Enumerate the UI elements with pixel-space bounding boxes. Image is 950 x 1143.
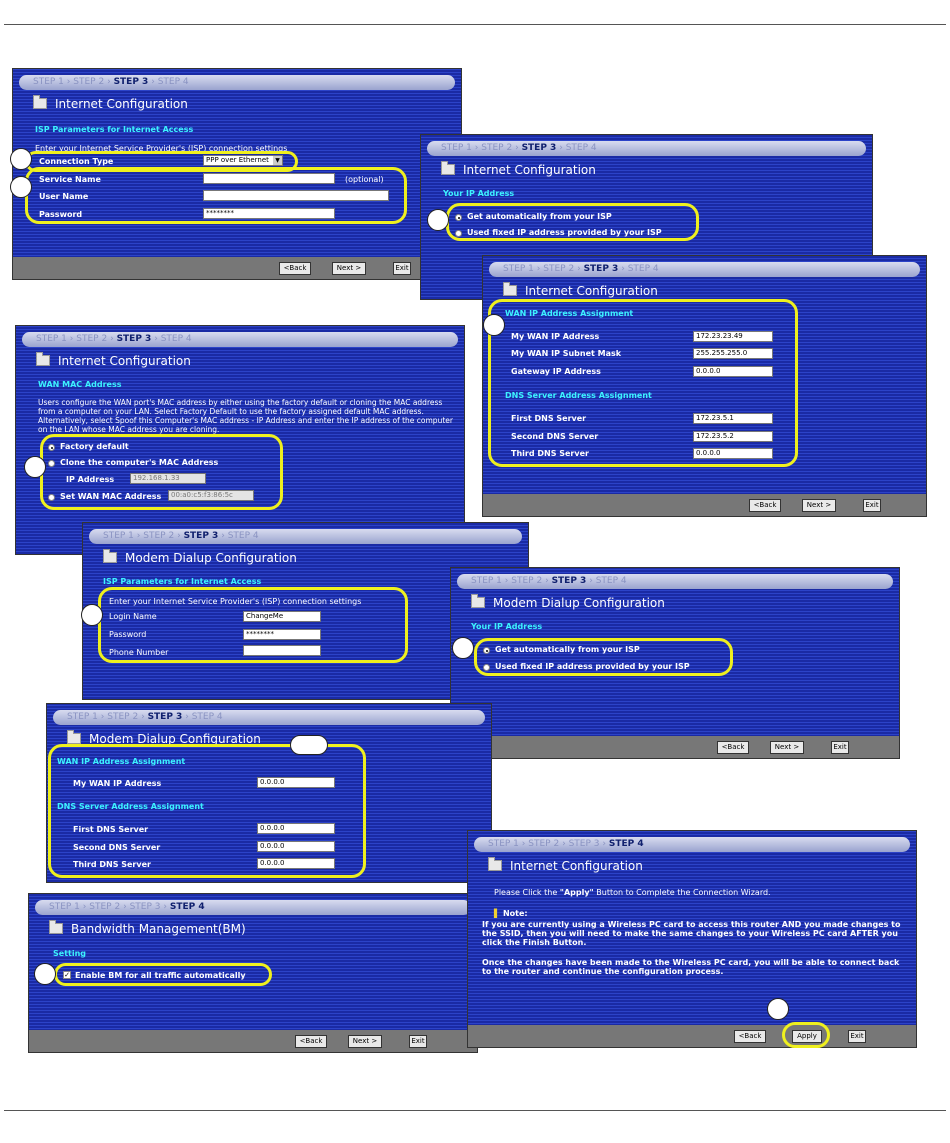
callout-marker <box>10 176 32 198</box>
dns2-label: Second DNS Server <box>73 843 161 852</box>
exit-button[interactable]: Exit <box>863 499 881 512</box>
section-title: ISP Parameters for Internet Access <box>103 577 262 586</box>
next-button[interactable]: Next > <box>332 262 366 275</box>
folder-icon <box>441 164 455 175</box>
factory-default-label: Factory default <box>60 442 129 451</box>
footer-bar <box>468 1025 916 1047</box>
page-title: Modem Dialup Configuration <box>471 596 665 610</box>
wan-ip-input[interactable]: 172.23.23.49 <box>693 331 773 342</box>
page-title: Internet Configuration <box>488 859 643 873</box>
footer-bar <box>29 1030 477 1052</box>
mac-description: Users configure the WAN port's MAC address by either using the factory default or cloning the MAC address from a computer on your LAN. Select Factory Default to use the factory assigned default MAC address. Alternatively, select Spoof this Computer's MAC address - IP Address and enter the IP address of the computer on the LAN whose MAC address you are cloning. <box>38 398 453 434</box>
section-title: Your IP Address <box>471 622 543 631</box>
panel-apply <box>467 830 917 1048</box>
highlight-ip-options <box>474 638 733 676</box>
callout-marker <box>81 604 103 626</box>
step-bar: STEP 1 › STEP 2 › STEP 3 › STEP 4 <box>89 529 522 544</box>
user-name-label: User Name <box>39 192 89 201</box>
password-input[interactable]: ******** <box>243 629 321 640</box>
exit-button[interactable]: Exit <box>409 1035 427 1048</box>
wan-ip-input[interactable]: 0.0.0.0 <box>257 777 335 788</box>
subnet-mask-input[interactable]: 255.255.255.0 <box>693 348 773 359</box>
enable-bm-label: Enable BM for all traffic automatically <box>75 971 246 980</box>
note-text: If you are currently using a Wireless PC card to access this router AND you made changes to the SSID, then you will need to make the same changes to your Wireless PC card AFTER you click the Finish Button. <box>482 920 901 947</box>
auto-ip-label: Get automatically from your ISP <box>495 645 640 654</box>
footer-bar <box>483 494 926 516</box>
folder-icon <box>503 285 517 296</box>
dns3-input[interactable]: 0.0.0.0 <box>257 858 335 869</box>
section-title: Your IP Address <box>443 189 515 198</box>
ip-address-label: IP Address <box>66 475 115 484</box>
folder-icon <box>471 597 485 608</box>
folder-icon <box>488 860 502 871</box>
back-button[interactable]: <Back <box>749 499 781 512</box>
note-label: ▌ Note: <box>494 909 528 918</box>
dns3-input[interactable]: 0.0.0.0 <box>693 448 773 459</box>
step-bar: STEP 1 › STEP 2 › STEP 3 › STEP 4 <box>427 141 866 156</box>
page-title: Modem Dialup Configuration <box>103 551 297 565</box>
next-button[interactable]: Next > <box>348 1035 382 1048</box>
wan-ip-label: My WAN IP Address <box>73 779 162 788</box>
page-title: Bandwidth Management(BM) <box>49 922 246 936</box>
dns1-input[interactable]: 172.23.5.1 <box>693 413 773 424</box>
folder-icon <box>36 355 50 366</box>
section-title: Setting <box>53 949 86 958</box>
highlight-ip-options <box>446 203 699 241</box>
step-bar: STEP 1 › STEP 2 › STEP 3 › STEP 4 <box>22 332 458 347</box>
highlight-apply <box>782 1022 830 1048</box>
dns2-input[interactable]: 172.23.5.2 <box>693 431 773 442</box>
callout-marker <box>483 314 505 336</box>
closing-text: Once the changes have been made to the Wireless PC card, you will be able to connect back to the router and continue the configuration process. <box>482 958 900 976</box>
login-name-input[interactable]: ChangeMe <box>243 611 321 622</box>
callout-marker <box>767 998 789 1020</box>
page-title: Internet Configuration <box>36 354 191 368</box>
back-button[interactable]: <Back <box>295 1035 327 1048</box>
step-bar: STEP 1 › STEP 2 › STEP 3 › STEP 4 <box>19 75 455 90</box>
connection-type-select[interactable]: PPP over Ethernet ▼ <box>203 155 283 166</box>
set-mac-label: Set WAN MAC Address <box>60 492 162 501</box>
dns2-label: Second DNS Server <box>511 432 599 441</box>
callout-marker <box>452 637 474 659</box>
section-title: WAN MAC Address <box>38 380 122 389</box>
bottom-rule <box>4 1110 946 1111</box>
dns3-label: Third DNS Server <box>511 449 589 458</box>
clone-mac-label: Clone the computer's MAC Address <box>60 458 219 467</box>
exit-button[interactable]: Exit <box>831 741 849 754</box>
step-bar: STEP 1 › STEP 2 › STEP 3 › STEP 4 <box>35 900 471 915</box>
next-button[interactable]: Next > <box>770 741 804 754</box>
page-title: Internet Configuration <box>33 97 188 111</box>
callout-marker <box>290 735 328 755</box>
service-name-label: Service Name <box>39 175 101 184</box>
login-name-label: Login Name <box>109 612 157 621</box>
callout-marker <box>24 456 46 478</box>
back-button[interactable]: <Back <box>279 262 311 275</box>
step-bar: STEP 1 › STEP 2 › STEP 3 › STEP 4 <box>457 574 893 589</box>
note-icon: ▌ <box>494 909 501 918</box>
back-button[interactable]: <Back <box>734 1030 766 1043</box>
section-title: WAN IP Address Assignment <box>57 757 186 766</box>
next-button[interactable]: Next > <box>802 499 836 512</box>
footer-bar <box>13 257 461 279</box>
highlight-wan-ip <box>488 299 798 467</box>
fixed-ip-label: Used fixed IP address provided by your ISP <box>495 662 690 671</box>
highlight-bm-checkbox <box>54 963 272 986</box>
step-bar: STEP 1 › STEP 2 › STEP 3 › STEP 4 <box>474 837 910 852</box>
highlight-wan-ip <box>48 744 366 878</box>
dns3-label: Third DNS Server <box>73 860 151 869</box>
apply-button[interactable]: Apply <box>792 1030 822 1043</box>
chevron-down-icon: ▼ <box>273 156 282 165</box>
password-label: Password <box>39 210 83 219</box>
section-title: ISP Parameters for Internet Access <box>35 125 194 134</box>
dns-section-title: DNS Server Address Assignment <box>57 802 204 811</box>
folder-icon <box>33 98 47 109</box>
password-label: Password <box>109 630 147 639</box>
gateway-label: Gateway IP Address <box>511 367 601 376</box>
gateway-input[interactable]: 0.0.0.0 <box>693 366 773 377</box>
top-rule <box>4 24 946 25</box>
callout-marker <box>427 209 449 231</box>
footer-bar <box>451 736 899 758</box>
connection-type-label: Connection Type <box>39 157 114 166</box>
page-title: Internet Configuration <box>441 163 596 177</box>
clone-ip-input[interactable]: 192.168.1.33 <box>130 473 206 484</box>
section-title: WAN IP Address Assignment <box>505 309 634 318</box>
dns2-input[interactable]: 0.0.0.0 <box>257 841 335 852</box>
enable-bm-checkbox[interactable]: ✓ <box>64 971 70 979</box>
page-title: Modem Dialup Configuration <box>67 732 261 746</box>
folder-icon <box>67 733 81 744</box>
page-title: Internet Configuration <box>503 284 658 298</box>
wan-ip-label: My WAN IP Address <box>511 332 600 341</box>
highlight-credentials <box>25 167 407 224</box>
auto-ip-label: Get automatically from your ISP <box>467 212 612 221</box>
step-bar: STEP 1 › STEP 2 › STEP 3 › STEP 4 <box>53 710 485 725</box>
fixed-ip-label: Used fixed IP address provided by your ISP <box>467 228 662 237</box>
folder-icon <box>49 923 63 934</box>
highlight-login <box>98 587 408 663</box>
dns-section-title: DNS Server Address Assignment <box>505 391 652 400</box>
mac-address-input[interactable]: 00:a0:c5:f3:86:5c <box>168 490 254 501</box>
dns1-label: First DNS Server <box>511 414 587 423</box>
subnet-mask-label: My WAN IP Subnet Mask <box>511 349 622 358</box>
exit-button[interactable]: Exit <box>393 262 411 275</box>
phone-number-label: Phone Number <box>109 648 169 657</box>
highlight-mac-options <box>40 434 283 510</box>
dns1-label: First DNS Server <box>73 825 149 834</box>
optional-label: (optional) <box>345 175 384 184</box>
callout-marker <box>34 963 56 985</box>
apply-instruction: Please Click the "Apply" Button to Complete the Connection Wizard. <box>494 888 771 897</box>
exit-button[interactable]: Exit <box>848 1030 866 1043</box>
step-bar: STEP 1 › STEP 2 › STEP 3 › STEP 4 <box>489 262 920 277</box>
callout-marker <box>10 148 32 170</box>
dns1-input[interactable]: 0.0.0.0 <box>257 823 335 834</box>
intro-text: Enter your Internet Service Provider's (ISP) connection settings <box>35 144 288 153</box>
folder-icon <box>103 552 117 563</box>
back-button[interactable]: <Back <box>717 741 749 754</box>
password-input[interactable]: ******** <box>203 208 335 219</box>
intro-text: Enter your Internet Service Provider's (ISP) connection settings <box>109 597 362 606</box>
